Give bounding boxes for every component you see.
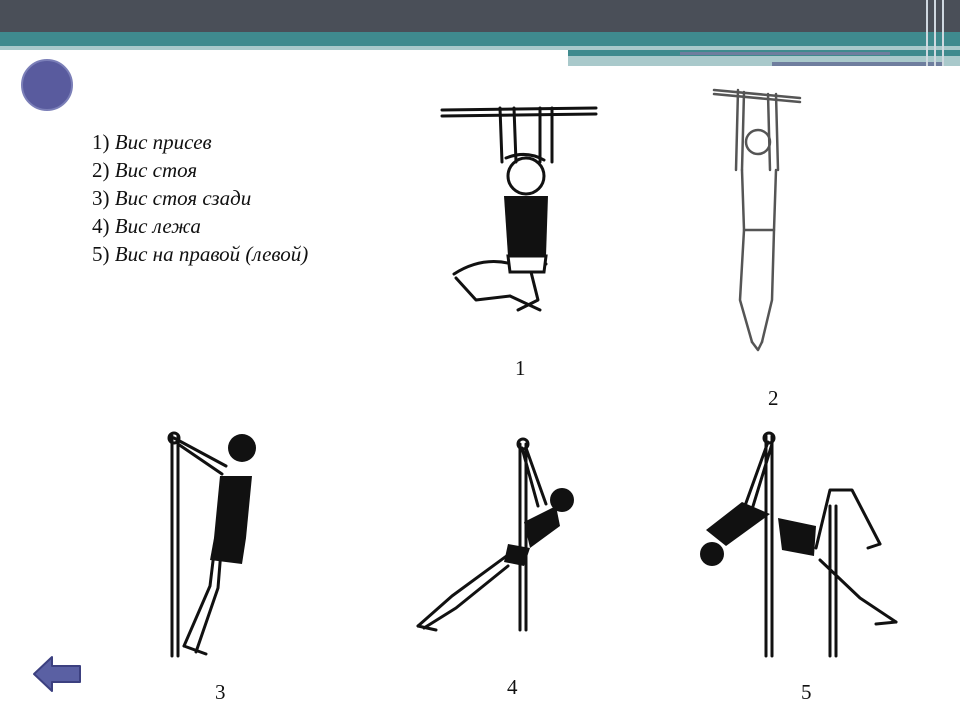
figure-1-label: 1 xyxy=(515,356,526,380)
figure-3-label: 3 xyxy=(215,680,226,704)
header-accent-line xyxy=(772,62,942,66)
figure-4-illustration xyxy=(412,436,582,632)
list-item-number: 4) xyxy=(92,214,110,238)
figure-2-illustration xyxy=(710,80,804,354)
list-item-number: 2) xyxy=(92,158,110,182)
list-item xyxy=(92,184,308,212)
list-item xyxy=(92,128,308,156)
list-item-number: 3) xyxy=(92,186,110,210)
list-item-text: Вис лежа xyxy=(114,214,201,238)
list-item xyxy=(92,212,308,240)
header-teal-band xyxy=(0,32,960,46)
figure-1-illustration xyxy=(436,96,602,342)
list-item-number: 1) xyxy=(92,130,110,154)
circle-bullet-icon xyxy=(21,59,73,111)
back-arrow-icon[interactable] xyxy=(32,654,82,694)
list-item-text: Вис присев xyxy=(114,130,212,154)
figure-5-illustration xyxy=(690,430,900,660)
list-item-number: 5) xyxy=(92,242,110,266)
exercise-list xyxy=(92,128,308,268)
figure-5-label: 5 xyxy=(801,680,812,704)
header-bar xyxy=(0,0,960,32)
list-item-text: Вис на правой (левой) xyxy=(114,242,309,266)
list-item xyxy=(92,156,308,184)
list-item-text: Вис стоя сзади xyxy=(114,186,252,210)
list-item-text: Вис стоя xyxy=(114,158,198,182)
figure-4-label: 4 xyxy=(507,675,518,699)
list-item xyxy=(92,240,308,268)
header-accent-line xyxy=(680,52,890,55)
header-corner-lines xyxy=(922,0,950,66)
figure-2-label: 2 xyxy=(768,386,779,410)
figure-3-illustration xyxy=(156,426,266,662)
